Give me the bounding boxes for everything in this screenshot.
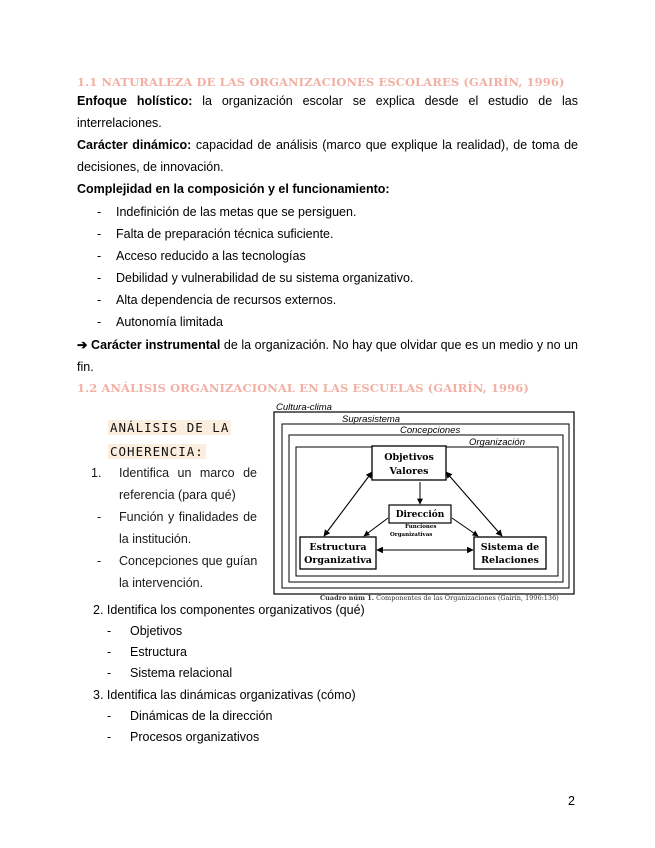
dinamico-text: capacidad de análisis (marco que explique la realidad), de toma de decisiones, de innovación. <box>77 138 578 174</box>
list-item: - Acceso reducido a las tecnologías <box>97 249 306 263</box>
coherencia-line-2: COHERENCIA: <box>110 444 204 459</box>
arrow-objetivos-estructura <box>324 472 372 536</box>
list-item: - Indefinición de las metas que se persiguen. <box>97 205 357 219</box>
valores-text: Valores <box>389 466 429 477</box>
paragraph-enfoque-holistico <box>77 90 578 134</box>
point-1-line-1: Identifica un marco de <box>119 466 257 480</box>
list-item: - Autonomía limitada <box>97 315 224 329</box>
sistema-text-1: Sistema de <box>480 542 540 553</box>
complejidad-list <box>77 201 577 333</box>
subitem-marker: - <box>97 554 102 568</box>
dinamico-label: Carácter dinámico: <box>77 138 192 152</box>
sistema-text-2: Relaciones <box>481 555 539 566</box>
suprasistema-label: Suprasistema <box>342 414 401 425</box>
paragraph-complejidad <box>77 178 578 200</box>
list-item: - Procesos organizativos <box>107 730 260 744</box>
section-heading-analisis: 1.2 ANÁLISIS ORGANIZACIONAL EN LAS ESCUELAS (GAIRÍN, 1996) <box>77 381 529 395</box>
coherencia-title <box>108 416 268 464</box>
estructura-text-1: Estructura <box>309 542 367 553</box>
organization-components-diagram <box>272 400 577 608</box>
section-heading-naturaleza: 1.1 NATURALEZA DE LAS ORGANIZACIONES ESCOLARES (GAIRÍN, 1996) <box>77 75 565 89</box>
instrumental-label: Carácter instrumental <box>91 338 221 352</box>
subitem-line-1: Función y finalidades de <box>119 510 257 524</box>
list-item: - Sistema relacional <box>107 666 233 680</box>
arrow-direccion-sistema <box>452 518 478 536</box>
caption-label: Cuadro núm 1. <box>320 594 375 602</box>
subitem-line-2: la intervención. <box>119 576 204 590</box>
paragraph-caracter-dinamico <box>77 134 578 178</box>
caption-text: Componentes de las Organizaciones (Gairín, 1996:136) <box>376 594 559 602</box>
cultura-clima-label: Cultura-clima <box>276 402 332 413</box>
list-item: - Debilidad y vulnerabilidad de su sistema organizativo. <box>97 271 414 285</box>
list-item: - Falta de preparación técnica suficiente. <box>97 227 334 241</box>
point-3-label: 3. Identifica las dinámicas organizativas (cómo) <box>93 688 356 702</box>
list-item: - Estructura <box>107 645 187 659</box>
dynamics-section <box>77 684 577 748</box>
point-1-marker: 1. <box>91 466 102 480</box>
paragraph-caracter-instrumental <box>77 334 578 378</box>
instrumental-text: de la organización. No hay que olvidar que es un medio y no un fin. <box>77 338 578 374</box>
subitem-marker: - <box>97 510 102 524</box>
complejidad-label: Complejidad en la composición y el funcionamiento: <box>77 182 390 196</box>
subitem-line-2: la institución. <box>119 532 192 546</box>
list-item: - Dinámicas de la dirección <box>107 709 273 723</box>
coherencia-line-1: ANÁLISIS DE LA <box>110 420 230 435</box>
direccion-text: Dirección <box>395 510 445 520</box>
page-number: 2 <box>568 794 575 808</box>
arrow-icon: ➔ <box>77 338 88 352</box>
point-1-line-2: referencia (para qué) <box>119 488 236 502</box>
estructura-text-2: Organizativa <box>304 555 372 566</box>
funciones-text-2: Organizativas <box>390 532 433 538</box>
subitem-line-1: Concepciones que guían <box>119 554 258 568</box>
arrow-direccion-estructura <box>364 518 388 536</box>
enfoque-label: Enfoque holístico: <box>77 94 193 108</box>
coherencia-points <box>77 462 257 594</box>
enfoque-text: la organización escolar se explica desde el estudio de las interrelaciones. <box>77 94 578 130</box>
concepciones-label: Concepciones <box>400 425 461 436</box>
funciones-text-1: Funciones <box>405 524 437 530</box>
arrow-objetivos-sistema <box>446 472 502 536</box>
organizacion-label: Organización <box>469 437 525 448</box>
list-item: - Objetivos <box>107 624 183 638</box>
point-2-label: 2. Identifica los componentes organizativos (qué) <box>93 603 365 617</box>
components-section <box>77 599 577 684</box>
objetivos-text: Objetivos <box>384 452 434 463</box>
list-item: - Alta dependencia de recursos externos. <box>97 293 337 307</box>
